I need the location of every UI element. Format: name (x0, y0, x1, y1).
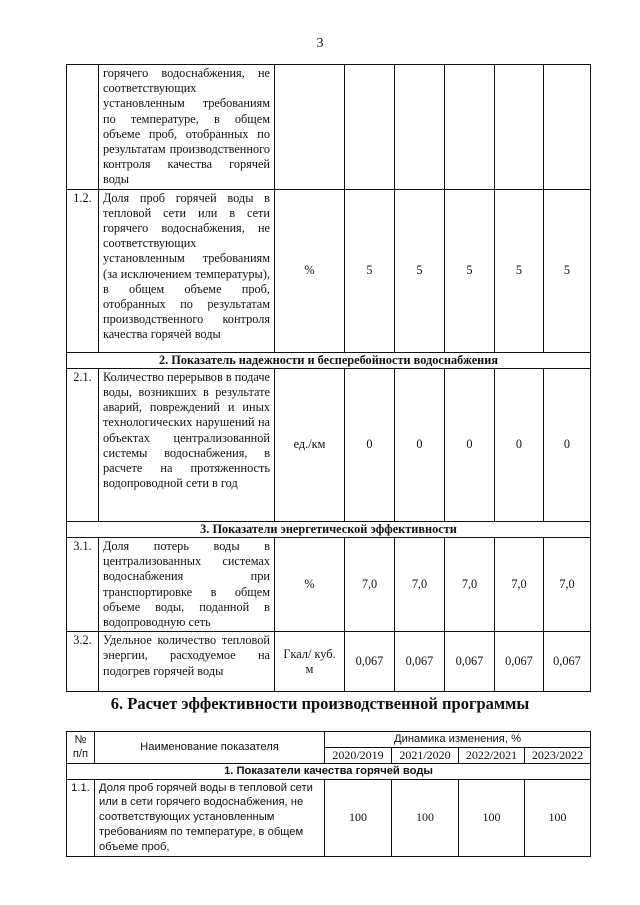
section-title: 3. Показатели энергетической эффективности (67, 521, 591, 537)
value-cell: 0,067 (445, 632, 495, 692)
value-cell: 100 (392, 779, 459, 856)
value-cell (544, 65, 591, 190)
table-row (67, 189, 591, 352)
value-cell: 5 (544, 189, 591, 352)
value-cell: 0 (544, 368, 591, 521)
value-cell: 5 (345, 189, 395, 352)
efficiency-table (66, 731, 591, 857)
value-cell: 7,0 (544, 538, 591, 632)
section-header-row (67, 521, 591, 537)
value-cell: 100 (525, 779, 591, 856)
header-dynamics: Динамика изменения, % (325, 732, 591, 748)
value-cell: 0 (445, 368, 495, 521)
header-number: № п/п (67, 732, 95, 764)
indicators-table (66, 64, 591, 692)
header-year: 2020/2019 (325, 747, 392, 763)
table-header-row (67, 732, 591, 748)
value-cell: 0,067 (395, 632, 445, 692)
value-cell: 0 (395, 368, 445, 521)
unit-cell (275, 65, 345, 190)
row-number: 2.1. (67, 368, 99, 521)
value-cell: 0 (495, 368, 544, 521)
indicator-name: Доля проб горячей воды в тепловой сети или в сети горячего водоснабжения, не соответствующих установленным требованиям (за исключением температуры), в общем объеме проб, отобранных по результатам производственного контроля качества горячей воды (99, 189, 275, 352)
value-cell: 0 (345, 368, 395, 521)
value-cell: 5 (445, 189, 495, 352)
indicator-name: Количество перерывов в подаче воды, возникших в результате аварий, повреждений и иных технологических нарушений на объектах централизованной системы водоснабжения, в расчете на протяженность водопроводной сети в год (99, 368, 275, 521)
row-number (67, 65, 99, 190)
header-year: 2023/2022 (525, 747, 591, 763)
value-cell: 5 (495, 189, 544, 352)
value-cell: 100 (459, 779, 525, 856)
value-cell (445, 65, 495, 190)
value-cell: 7,0 (395, 538, 445, 632)
indicator-name: Удельное количество тепловой энергии, расходуемое на подогрев горячей воды (99, 632, 275, 692)
row-number: 3.2. (67, 632, 99, 692)
value-cell: 7,0 (445, 538, 495, 632)
indicator-name: Доля потерь воды в централизованных системах водоснабжения при транспортировке в общем объеме воды, поданной в водопроводную сеть (99, 538, 275, 632)
section-title: 1. Показатели качества горячей воды (67, 763, 591, 779)
row-number: 1.2. (67, 189, 99, 352)
section-title: 2. Показатель надежности и бесперебойности водоснабжения (67, 352, 591, 368)
unit-cell: Гкал/ куб. м (275, 632, 345, 692)
table-row (67, 632, 591, 692)
unit-cell: % (275, 538, 345, 632)
indicator-name: Доля проб горячей воды в тепловой сети или в сети горячего водоснабжения, не соответствующих установленным требованиям по температуре, в общем объеме проб, (95, 779, 325, 856)
table-row (67, 779, 591, 856)
header-year: 2022/2021 (459, 747, 525, 763)
value-cell: 7,0 (345, 538, 395, 632)
value-cell: 0,067 (495, 632, 544, 692)
value-cell: 5 (395, 189, 445, 352)
indicator-name: горячего водоснабжения, не соответствующих установленным требованиям по температуре, в общем объеме проб, отобранных по результатам производственного контроля качества горячей воды (99, 65, 275, 190)
value-cell: 100 (325, 779, 392, 856)
row-number: 3.1. (67, 538, 99, 632)
value-cell (345, 65, 395, 190)
table-row (67, 538, 591, 632)
value-cell: 7,0 (495, 538, 544, 632)
section-header-row (67, 352, 591, 368)
row-number: 1.1. (67, 779, 95, 856)
value-cell (495, 65, 544, 190)
header-year: 2021/2020 (392, 747, 459, 763)
value-cell: 0,067 (544, 632, 591, 692)
table-row (67, 65, 591, 190)
table-row (67, 368, 591, 521)
value-cell: 0,067 (345, 632, 395, 692)
unit-cell: ед./км (275, 368, 345, 521)
section-heading: 6. Расчет эффективности производственной программы (110, 694, 530, 713)
section-header-row (67, 763, 591, 779)
header-indicator-name: Наименование показателя (95, 732, 325, 764)
value-cell (395, 65, 445, 190)
unit-cell: % (275, 189, 345, 352)
page-number: 3 (316, 36, 324, 51)
